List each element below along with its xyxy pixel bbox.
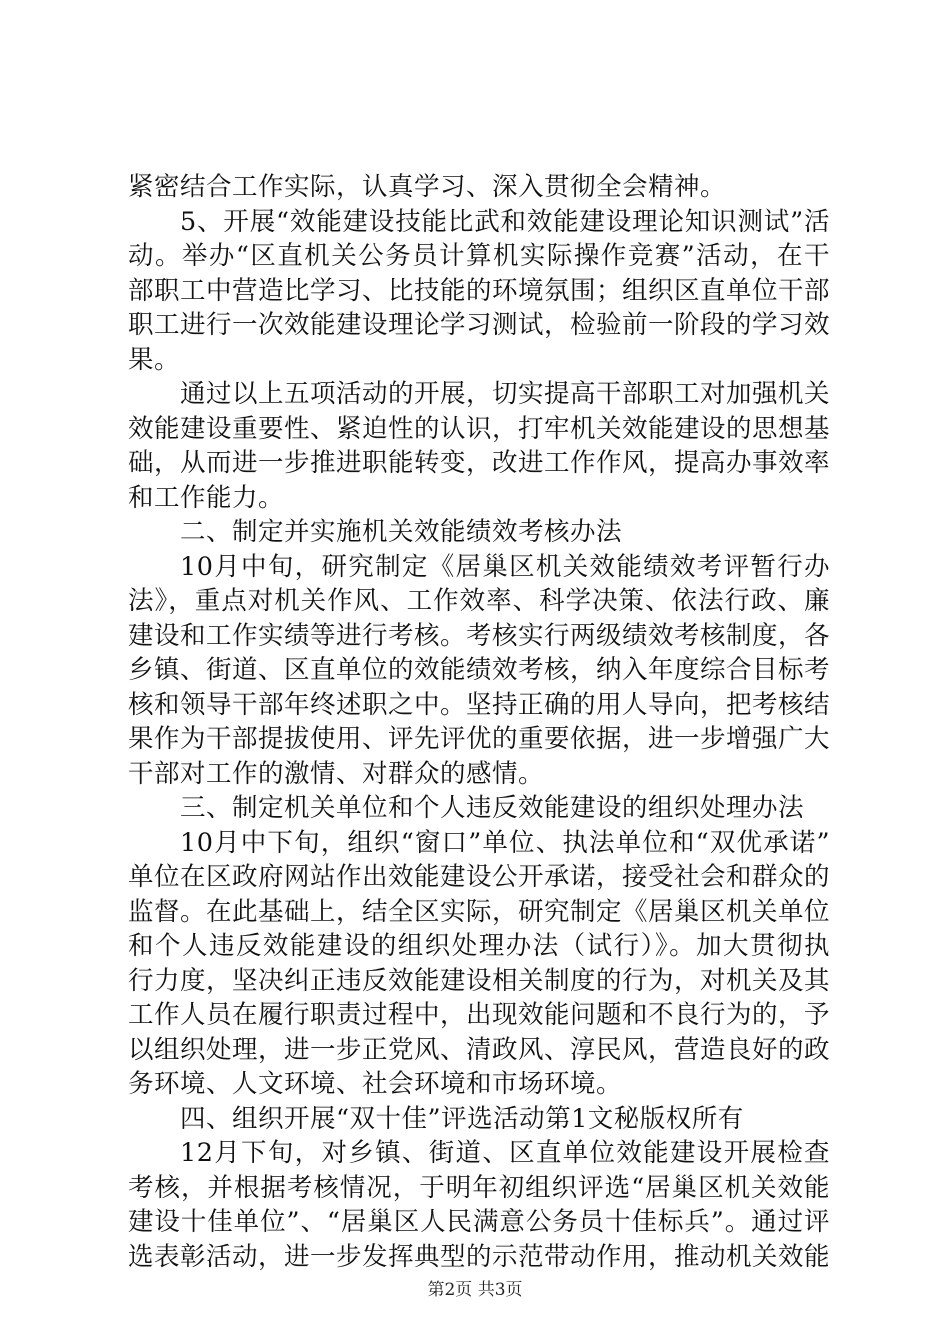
paragraph-4: 10月中旬，研究制定《居巢区机关效能绩效考评暂行办法》，重点对机关作风、工作效率、科学决策、依法行政、廉建设和工作实绩等进行考核。考核实行两级绩效考核制度，各乡镇、街道、区直单位的效能绩效考核，纳入年度综合目标考核和领导干部年终述职之中。坚持正确的用人导向，把考核结果作为干部提拔使用、评先评优的重要依据，进一步增强广大干部对工作的激情、对群众的感情。 — [128, 551, 831, 789]
paragraph-1: 紧密结合工作实际，认真学习、深入贯彻全会精神。 — [128, 172, 727, 202]
paragraph-2: 5、开展“效能建设技能比武和效能建设理论知识测试”活动。举办“区直机关公务员计算机实际操作竞赛”活动，在干部职工中营造比学习、比技能的环境氛围；组织区直单位干部职工进行一次效能建设理论学习测试，检验前一阶段的学习效果。 — [128, 206, 831, 375]
section-heading-2: 二、制定并实施机关效能绩效考核办法 — [180, 517, 623, 547]
paragraph-3: 通过以上五项活动的开展，切实提高干部职工对加强机关效能建设重要性、紧迫性的认识，打牢机关效能建设的思想基础，从而进一步推进职能转变，改进工作作风，提高办事效率和工作能力。 — [128, 379, 831, 513]
paragraph-6: 12月下旬，对乡镇、街道、区直单位效能建设开展检查考核，并根据考核情况，于明年初组织评选“居巢区机关效能建设十佳单位”、“居巢区人民满意公务员十佳标兵”。通过评选表彰活动，进一步发挥典型的示范带动作用，推动机关效能 — [128, 1138, 831, 1272]
page-number-footer: 第2页 共3页 — [427, 1280, 523, 1300]
paragraph-5: 10月中下旬，组织“窗口”单位、执法单位和“双优承诺”单位在区政府网站作出效能建设公开承诺，接受社会和群众的监督。在此基础上，结全区实际，研究制定《居巢区机关单位和个人违反效能建设的组织处理办法（试行）》。加大贯彻执行力度，坚决纠正违反效能建设相关制度的行为，对机关及其工作人员在履行职责过程中，出现效能问题和不良行为的，予以组织处理，进一步正党风、清政风、淳民风，营造良好的政务环境、人文环境、社会环境和市场环境。 — [128, 827, 831, 1099]
section-heading-4: 四、组织开展“双十佳”评选活动第1文秘版权所有 — [180, 1103, 744, 1134]
document-body — [128, 170, 830, 1274]
section-heading-3: 三、制定机关单位和个人违反效能建设的组织处理办法 — [180, 793, 805, 823]
